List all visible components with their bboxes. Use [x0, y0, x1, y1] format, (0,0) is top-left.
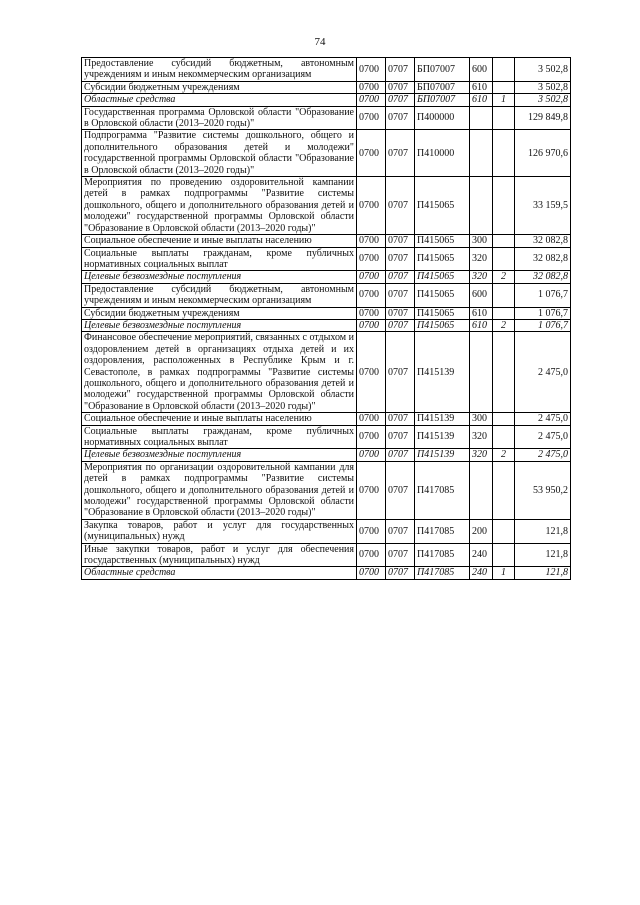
funding-source-code: 1 — [493, 94, 515, 106]
table-row — [82, 449, 571, 461]
table-row — [82, 283, 571, 307]
funding-source-code — [493, 425, 515, 449]
subsection-code: 0707 — [386, 106, 415, 130]
budget-table-body — [82, 58, 571, 580]
amount: 2 475,0 — [515, 425, 571, 449]
target-article-code: П415139 — [415, 425, 470, 449]
funding-source-code: 2 — [493, 449, 515, 461]
subsection-code: 0707 — [386, 130, 415, 177]
funding-source-code — [493, 543, 515, 567]
expense-type-code: 610 — [470, 94, 493, 106]
funding-source-code: 2 — [493, 319, 515, 331]
budget-table — [81, 57, 571, 580]
target-article-code: П415065 — [415, 235, 470, 247]
expense-type-code: 600 — [470, 58, 493, 82]
expense-type-code: 610 — [470, 307, 493, 319]
section-code: 0700 — [357, 58, 386, 82]
table-row — [82, 94, 571, 106]
section-code: 0700 — [357, 543, 386, 567]
funding-source-code — [493, 247, 515, 271]
section-code: 0700 — [357, 567, 386, 579]
section-code: 0700 — [357, 413, 386, 425]
expense-type-code — [470, 106, 493, 130]
amount: 3 502,8 — [515, 58, 571, 82]
expense-type-code: 320 — [470, 425, 493, 449]
subsection-code: 0707 — [386, 425, 415, 449]
row-name: Социальное обеспечение и иные выплаты населению — [82, 235, 357, 247]
expense-type-code: 610 — [470, 81, 493, 93]
target-article-code: П415139 — [415, 449, 470, 461]
expense-type-code: 300 — [470, 235, 493, 247]
amount: 121,8 — [515, 567, 571, 579]
expense-type-code: 240 — [470, 567, 493, 579]
amount: 33 159,5 — [515, 177, 571, 235]
funding-source-code: 1 — [493, 567, 515, 579]
section-code: 0700 — [357, 319, 386, 331]
subsection-code: 0707 — [386, 567, 415, 579]
section-code: 0700 — [357, 247, 386, 271]
subsection-code: 0707 — [386, 94, 415, 106]
target-article-code: БП07007 — [415, 81, 470, 93]
funding-source-code — [493, 461, 515, 519]
subsection-code: 0707 — [386, 235, 415, 247]
table-row — [82, 271, 571, 283]
target-article-code: П400000 — [415, 106, 470, 130]
row-name: Целевые безвозмездные поступления — [82, 271, 357, 283]
row-name: Подпрограмма "Развитие системы дошкольного, общего и дополнительного образования детей и молодежи" государственной программы Орловской области "Образование в Орловской области (2013–2020 годы)" — [82, 130, 357, 177]
row-name: Субсидии бюджетным учреждениям — [82, 81, 357, 93]
section-code: 0700 — [357, 332, 386, 413]
expense-type-code — [470, 177, 493, 235]
target-article-code: П415065 — [415, 307, 470, 319]
amount: 53 950,2 — [515, 461, 571, 519]
target-article-code: П417085 — [415, 567, 470, 579]
expense-type-code: 240 — [470, 543, 493, 567]
expense-type-code — [470, 461, 493, 519]
amount: 3 502,8 — [515, 94, 571, 106]
target-article-code: П410000 — [415, 130, 470, 177]
target-article-code: П415065 — [415, 283, 470, 307]
row-name: Иные закупки товаров, работ и услуг для обеспечения государственных (муниципальных) нужд — [82, 543, 357, 567]
target-article-code: П417085 — [415, 543, 470, 567]
section-code: 0700 — [357, 461, 386, 519]
section-code: 0700 — [357, 283, 386, 307]
subsection-code: 0707 — [386, 332, 415, 413]
subsection-code: 0707 — [386, 461, 415, 519]
target-article-code: П415139 — [415, 332, 470, 413]
amount: 121,8 — [515, 543, 571, 567]
expense-type-code: 320 — [470, 247, 493, 271]
table-row — [82, 106, 571, 130]
table-row — [82, 461, 571, 519]
row-name: Субсидии бюджетным учреждениям — [82, 307, 357, 319]
funding-source-code — [493, 235, 515, 247]
subsection-code: 0707 — [386, 413, 415, 425]
table-row — [82, 319, 571, 331]
row-name: Областные средства — [82, 94, 357, 106]
expense-type-code — [470, 130, 493, 177]
amount: 1 076,7 — [515, 283, 571, 307]
funding-source-code — [493, 130, 515, 177]
funding-source-code — [493, 106, 515, 130]
subsection-code: 0707 — [386, 519, 415, 543]
row-name: Социальные выплаты гражданам, кроме публичных нормативных социальных выплат — [82, 247, 357, 271]
table-row — [82, 425, 571, 449]
subsection-code: 0707 — [386, 449, 415, 461]
subsection-code: 0707 — [386, 58, 415, 82]
amount: 32 082,8 — [515, 271, 571, 283]
section-code: 0700 — [357, 177, 386, 235]
row-name: Социальные выплаты гражданам, кроме публичных нормативных социальных выплат — [82, 425, 357, 449]
amount: 2 475,0 — [515, 413, 571, 425]
table-row — [82, 177, 571, 235]
target-article-code: П417085 — [415, 519, 470, 543]
expense-type-code: 320 — [470, 271, 493, 283]
amount: 129 849,8 — [515, 106, 571, 130]
row-name: Предоставление субсидий бюджетным, автономным учреждениям и иным некоммерческим организациям — [82, 283, 357, 307]
amount: 121,8 — [515, 519, 571, 543]
expense-type-code: 600 — [470, 283, 493, 307]
funding-source-code — [493, 413, 515, 425]
subsection-code: 0707 — [386, 319, 415, 331]
expense-type-code: 610 — [470, 319, 493, 331]
table-row — [82, 519, 571, 543]
target-article-code: П415065 — [415, 271, 470, 283]
row-name: Государственная программа Орловской области "Образование в Орловской области (2013–2020 годы)" — [82, 106, 357, 130]
amount: 126 970,6 — [515, 130, 571, 177]
funding-source-code — [493, 519, 515, 543]
amount: 1 076,7 — [515, 307, 571, 319]
funding-source-code — [493, 58, 515, 82]
expense-type-code: 320 — [470, 449, 493, 461]
table-row — [82, 543, 571, 567]
table-row — [82, 130, 571, 177]
section-code: 0700 — [357, 449, 386, 461]
section-code: 0700 — [357, 81, 386, 93]
table-row — [82, 307, 571, 319]
section-code: 0700 — [357, 130, 386, 177]
amount: 32 082,8 — [515, 235, 571, 247]
section-code: 0700 — [357, 94, 386, 106]
row-name: Мероприятия по организации оздоровительной кампании для детей в рамках подпрограммы "Развитие системы дошкольного, общего и дополнительного образования детей и молодежи" государственной программы Орловской области "Образование в Орловской области (2013–2020 годы)" — [82, 461, 357, 519]
row-name: Целевые безвозмездные поступления — [82, 319, 357, 331]
table-row — [82, 235, 571, 247]
table-row — [82, 332, 571, 413]
table-row — [82, 247, 571, 271]
row-name: Закупка товаров, работ и услуг для государственных (муниципальных) нужд — [82, 519, 357, 543]
row-name: Областные средства — [82, 567, 357, 579]
row-name: Социальное обеспечение и иные выплаты населению — [82, 413, 357, 425]
expense-type-code: 300 — [470, 413, 493, 425]
target-article-code: П417085 — [415, 461, 470, 519]
funding-source-code — [493, 332, 515, 413]
table-row — [82, 81, 571, 93]
section-code: 0700 — [357, 106, 386, 130]
subsection-code: 0707 — [386, 543, 415, 567]
subsection-code: 0707 — [386, 307, 415, 319]
target-article-code: П415065 — [415, 319, 470, 331]
target-article-code: П415139 — [415, 413, 470, 425]
page-number: 74 — [314, 36, 326, 48]
target-article-code: П415065 — [415, 247, 470, 271]
section-code: 0700 — [357, 271, 386, 283]
table-row — [82, 413, 571, 425]
subsection-code: 0707 — [386, 247, 415, 271]
row-name: Целевые безвозмездные поступления — [82, 449, 357, 461]
funding-source-code — [493, 283, 515, 307]
subsection-code: 0707 — [386, 271, 415, 283]
table-row — [82, 567, 571, 579]
expense-type-code: 200 — [470, 519, 493, 543]
table-row — [82, 58, 571, 82]
amount: 2 475,0 — [515, 449, 571, 461]
funding-source-code — [493, 81, 515, 93]
subsection-code: 0707 — [386, 177, 415, 235]
amount: 3 502,8 — [515, 81, 571, 93]
target-article-code: БП07007 — [415, 94, 470, 106]
subsection-code: 0707 — [386, 283, 415, 307]
expense-type-code — [470, 332, 493, 413]
target-article-code: П415065 — [415, 177, 470, 235]
amount: 1 076,7 — [515, 319, 571, 331]
funding-source-code — [493, 307, 515, 319]
section-code: 0700 — [357, 425, 386, 449]
funding-source-code — [493, 177, 515, 235]
section-code: 0700 — [357, 235, 386, 247]
row-name: Предоставление субсидий бюджетным, автономным учреждениям и иным некоммерческим организациям — [82, 58, 357, 82]
section-code: 0700 — [357, 307, 386, 319]
funding-source-code: 2 — [493, 271, 515, 283]
subsection-code: 0707 — [386, 81, 415, 93]
row-name: Финансовое обеспечение мероприятий, связанных с отдыхом и оздоровлением детей в организациях отдыха детей и их оздоровления, расположенных в Республике Крым и г. Севастополе, в рамках подпрограммы "Развитие системы дошкольного, общего и дополнительного образования детей и молодежи" государственной программы Орловской области "Образование в Орловской области (2013–2020 годы)" — [82, 332, 357, 413]
section-code: 0700 — [357, 519, 386, 543]
amount: 2 475,0 — [515, 332, 571, 413]
amount: 32 082,8 — [515, 247, 571, 271]
target-article-code: БП07007 — [415, 58, 470, 82]
row-name: Мероприятия по проведению оздоровительной кампании детей в рамках подпрограммы "Развитие системы дошкольного, общего и дополнительного образования детей и молодежи" государственной программы Орловской области "Образование в Орловской области (2013–2020 годы)" — [82, 177, 357, 235]
